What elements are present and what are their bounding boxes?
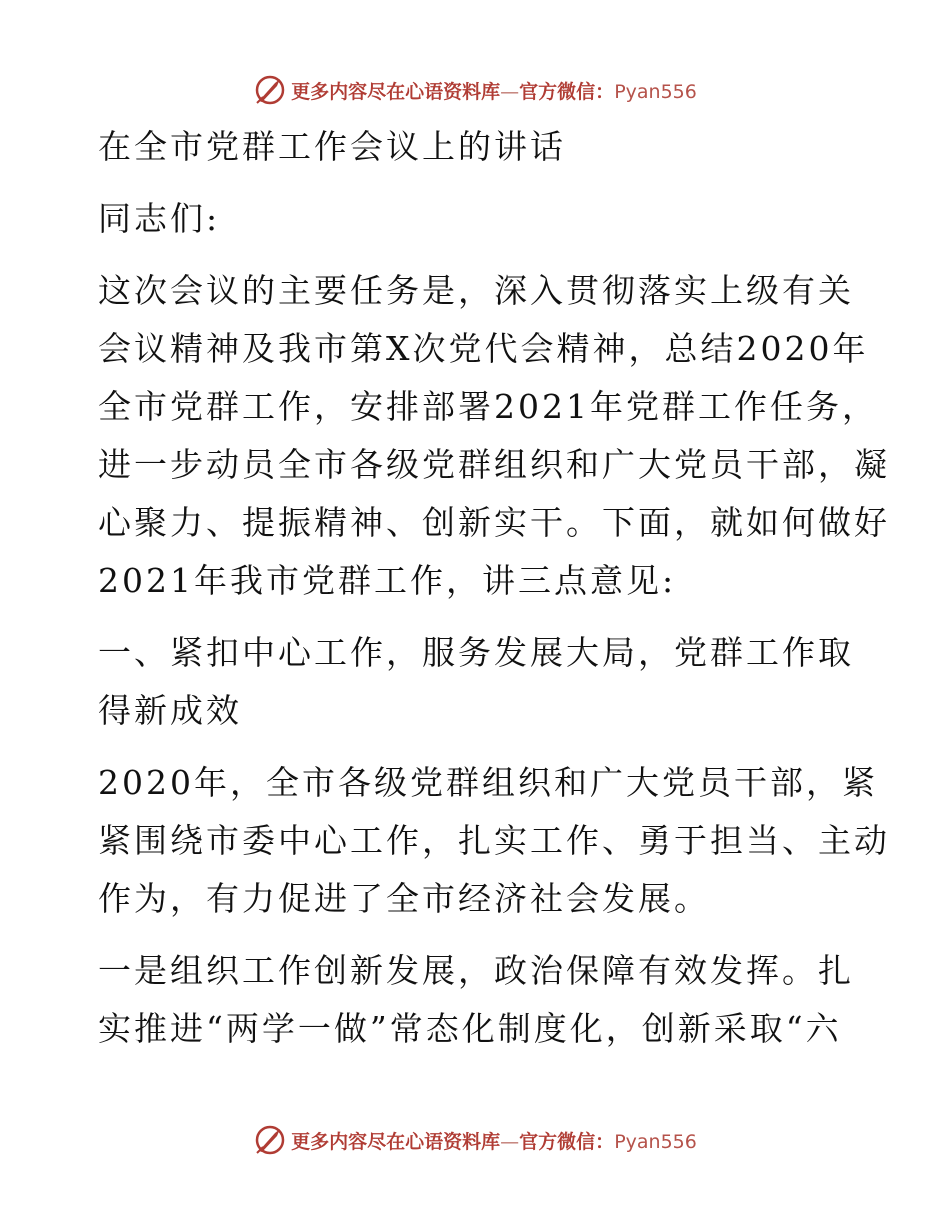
footer-watermark xyxy=(0,1120,950,1160)
heading-line: 一、紧扣中心工作，服务发展大局，党群工作取 xyxy=(98,633,854,672)
watermark-text xyxy=(291,1127,697,1154)
paragraph-line: 进一步动员全市各级党群组织和广大党员干部，凝 xyxy=(98,445,890,484)
watermark-main: 更多内容尽在心语资料库 xyxy=(291,80,501,103)
document-body xyxy=(98,118,890,1058)
paragraph-line: 这次会议的主要任务是，深入贯彻落实上级有关 xyxy=(98,271,854,310)
document-title: 在全市党群工作会议上的讲话 xyxy=(98,127,566,166)
paragraph-line: 2021年我市党群工作，讲三点意见: xyxy=(98,561,677,600)
paragraph-line: 心聚力、提振精神、创新实干。下面，就如何做好 xyxy=(98,503,890,542)
paragraph-organization-work xyxy=(98,942,858,1058)
salutation: 同志们: xyxy=(98,199,221,238)
watermark-sub: 官方微信： xyxy=(519,80,615,103)
watermark-sub: 官方微信： xyxy=(519,1130,615,1153)
watermark-main: 更多内容尽在心语资料库 xyxy=(291,1130,501,1153)
paragraph-line: 实推进“两学一做”常态化制度化，创新采取“六 xyxy=(98,1009,842,1048)
heading-line: 得新成效 xyxy=(98,691,242,730)
paragraph-intro xyxy=(98,262,890,610)
paragraph-line: 全市党群工作，安排部署2021年党群工作任务， xyxy=(98,387,878,426)
watermark-id: Pyan556 xyxy=(614,80,697,103)
section-heading-1 xyxy=(98,624,858,740)
quill-logo-icon xyxy=(253,73,287,107)
quill-logo-icon xyxy=(253,1123,287,1157)
watermark-dash: — xyxy=(500,1130,520,1153)
paragraph-line: 一是组织工作创新发展，政治保障有效发挥。扎 xyxy=(98,951,854,990)
paragraph-2020-summary xyxy=(98,754,890,928)
paragraph-line: 2020年，全市各级党群组织和广大党员干部，紧 xyxy=(98,763,878,802)
watermark-id: Pyan556 xyxy=(614,1130,697,1153)
paragraph-line: 紧围绕市委中心工作，扎实工作、勇于担当、主动 xyxy=(98,821,890,860)
paragraph-line: 作为，有力促进了全市经济社会发展。 xyxy=(98,879,710,918)
header-watermark xyxy=(0,70,950,110)
watermark-dash: — xyxy=(500,80,520,103)
watermark-text xyxy=(291,77,697,104)
paragraph-line: 会议精神及我市第X次党代会精神，总结2020年 xyxy=(98,329,869,368)
